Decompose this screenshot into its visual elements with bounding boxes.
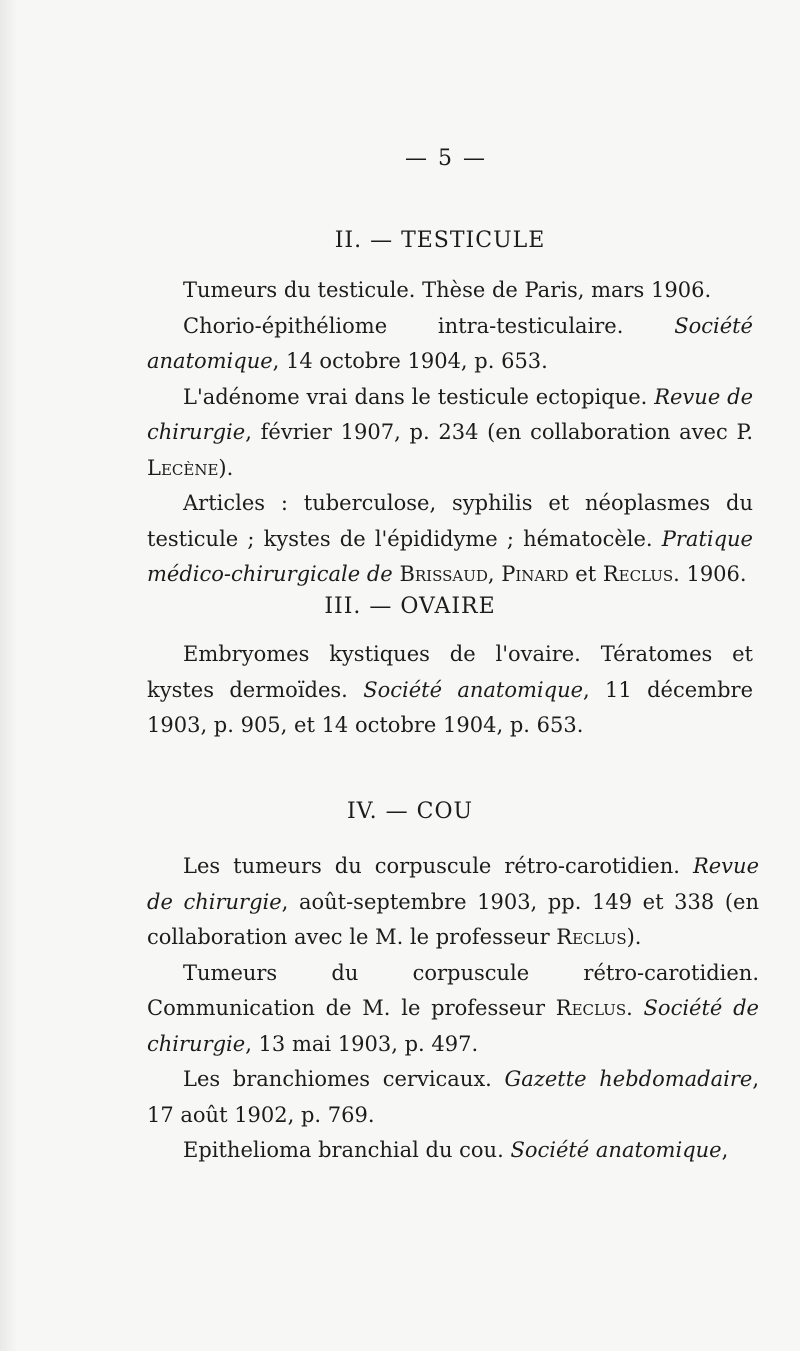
entry: Articles : tuberculose, syphilis et néoplasmes du testicule ; kystes de l'épididyme ; hématocèle. Pratique médico-chirurgicale de Brissaud, Pinard et Reclus. 1906. xyxy=(147,491,753,586)
section-title-testicule: II. — TESTICULE xyxy=(334,228,546,253)
entry: Tumeurs du corpuscule rétro-carotidien. Communication de M. le professeur Reclus. Société de chirurgie, 13 mai 1903, p. 497. xyxy=(147,960,759,1056)
entry: Les branchiomes cervicaux. Gazette hebdomadaire, 17 août 1902, p. 769. xyxy=(147,1067,759,1127)
section-title-cou: IV. — COU xyxy=(346,799,474,824)
section-body-ovaire xyxy=(147,637,753,744)
section-body-cou xyxy=(147,849,759,1169)
entry: Embryomes kystiques de l'ovaire. Tératomes et kystes dermoïdes. Société anatomique, 11 décembre 1903, p. 905, et 14 octobre 1904, p. 653. xyxy=(147,642,753,737)
entry: L'adénome vrai dans le testicule ectopique. Revue de chirurgie, février 1907, p. 234 (en collaboration avec P. Lecène). xyxy=(147,384,753,480)
page-gutter-shadow xyxy=(0,0,18,1351)
entry: Les tumeurs du corpuscule rétro-carotidien. Revue de chirurgie, août-septembre 1903, pp. 149 et 338 (en collaboration avec le M. le professeur Reclus). xyxy=(147,854,759,949)
page-number: — 5 — xyxy=(405,146,487,171)
entry: Tumeurs du testicule. Thèse de Paris, mars 1906. xyxy=(183,278,712,302)
entry: Epithelioma branchial du cou. Société anatomique, xyxy=(183,1138,729,1162)
section-body-testicule xyxy=(147,273,753,593)
section-title-ovaire: III. — OVAIRE xyxy=(324,594,496,619)
entry: Chorio-épithéliome intra-testiculaire. Société anatomique, 14 octobre 1904, p. 653. xyxy=(147,313,753,373)
